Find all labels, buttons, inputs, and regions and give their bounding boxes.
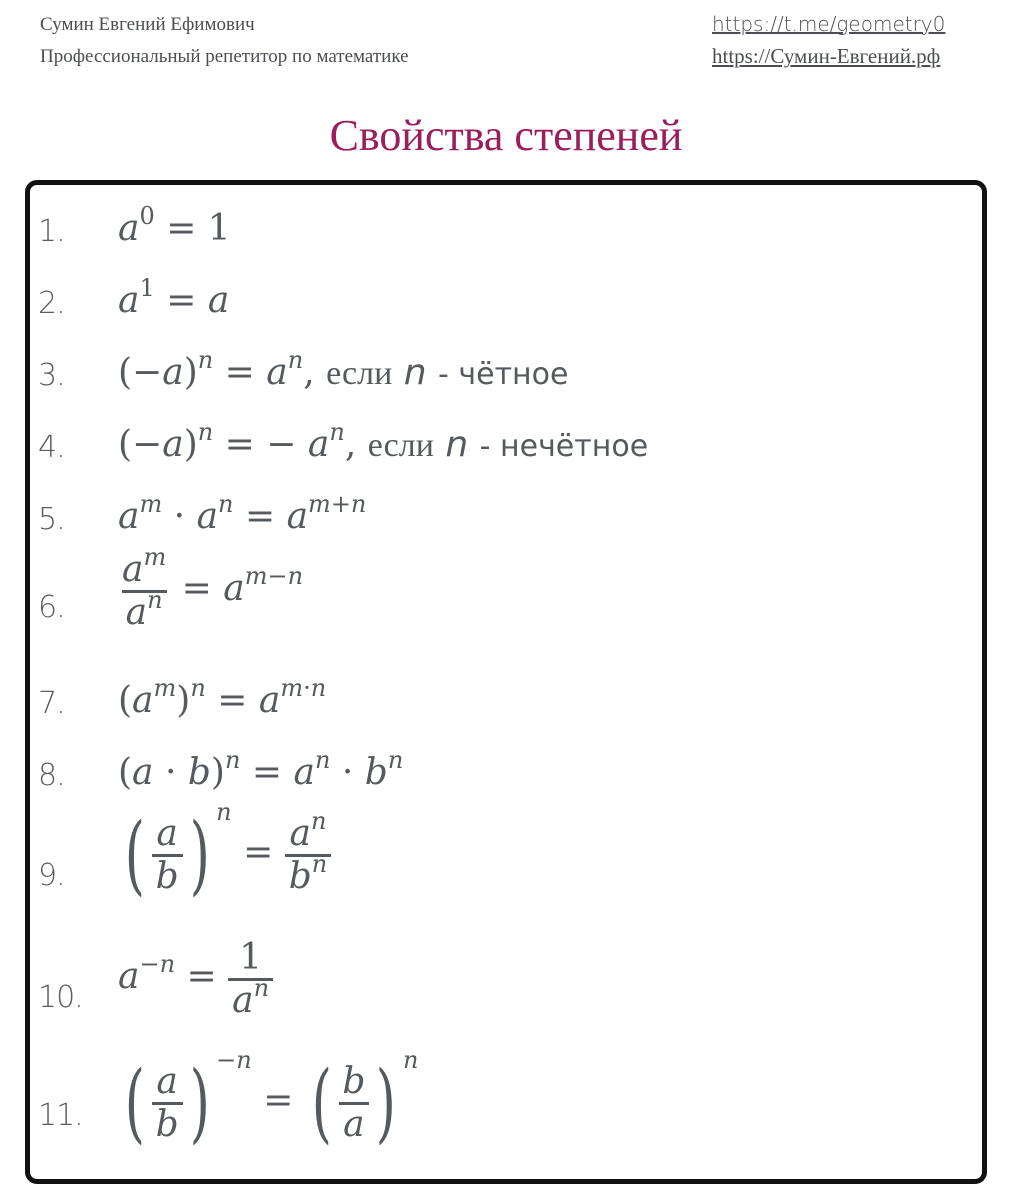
- formula-1: $a^0 = 1$: [118, 202, 231, 249]
- item-number: 10.: [38, 980, 83, 1015]
- formula-8: $(a \cdot b)^n = a^n \cdot b^n$: [118, 746, 404, 793]
- item-number: 11.: [38, 1098, 83, 1133]
- formula-10: $a^{-n}$ = $\frac{1}{a^n}$: [118, 938, 273, 1020]
- item-number: 4.: [38, 430, 65, 465]
- formula-5: $a^m \cdot a^n = a^{m+n}$: [118, 490, 367, 537]
- item-number: 3.: [38, 358, 65, 393]
- item-number: 5.: [38, 502, 65, 537]
- item-number: 8.: [38, 758, 65, 793]
- formula-7: $(a^m)^n = a^{m\cdot n}$: [118, 674, 327, 721]
- formula-2: $a^1 = a$: [118, 274, 230, 321]
- formula-11: ( $\frac{a}{b}$ ) $^{-n}$ = ( $\frac{b}{a}$ ) $^n$: [124, 1046, 419, 1153]
- condition-note: - чётное: [438, 357, 569, 392]
- condition-note: - нечётное: [479, 429, 649, 464]
- formula-9: ( $\frac{a}{b}$ ) $^n$ = $\frac{a^n}{b^n}$: [118, 812, 331, 898]
- item-number: 9.: [38, 858, 65, 893]
- formula-6: $\frac{a^m}{a^n}$ = $a^{m-n}$: [122, 543, 304, 633]
- condition-word: если: [367, 427, 434, 464]
- item-number: 7.: [38, 686, 65, 721]
- author-name: Сумин Евгений Ефимович: [40, 14, 255, 35]
- page-title: Свойства степеней: [329, 111, 683, 160]
- telegram-link[interactable]: https://t.me/geometry0: [712, 12, 946, 36]
- item-number: 1.: [38, 214, 65, 249]
- website-link[interactable]: https://Сумин-Евгений.рф: [712, 44, 941, 68]
- author-subtitle: Профессиональный репетитор по математике: [40, 46, 409, 67]
- item-number: 6.: [38, 590, 65, 625]
- formula-4: $(-a)^n$ = − $a^n$, если n - нечётное: [118, 418, 649, 465]
- condition-word: если: [326, 355, 393, 392]
- formula-3: $(-a)^n = a^n$, если n - чётное: [118, 346, 569, 393]
- item-number: 2.: [38, 286, 65, 321]
